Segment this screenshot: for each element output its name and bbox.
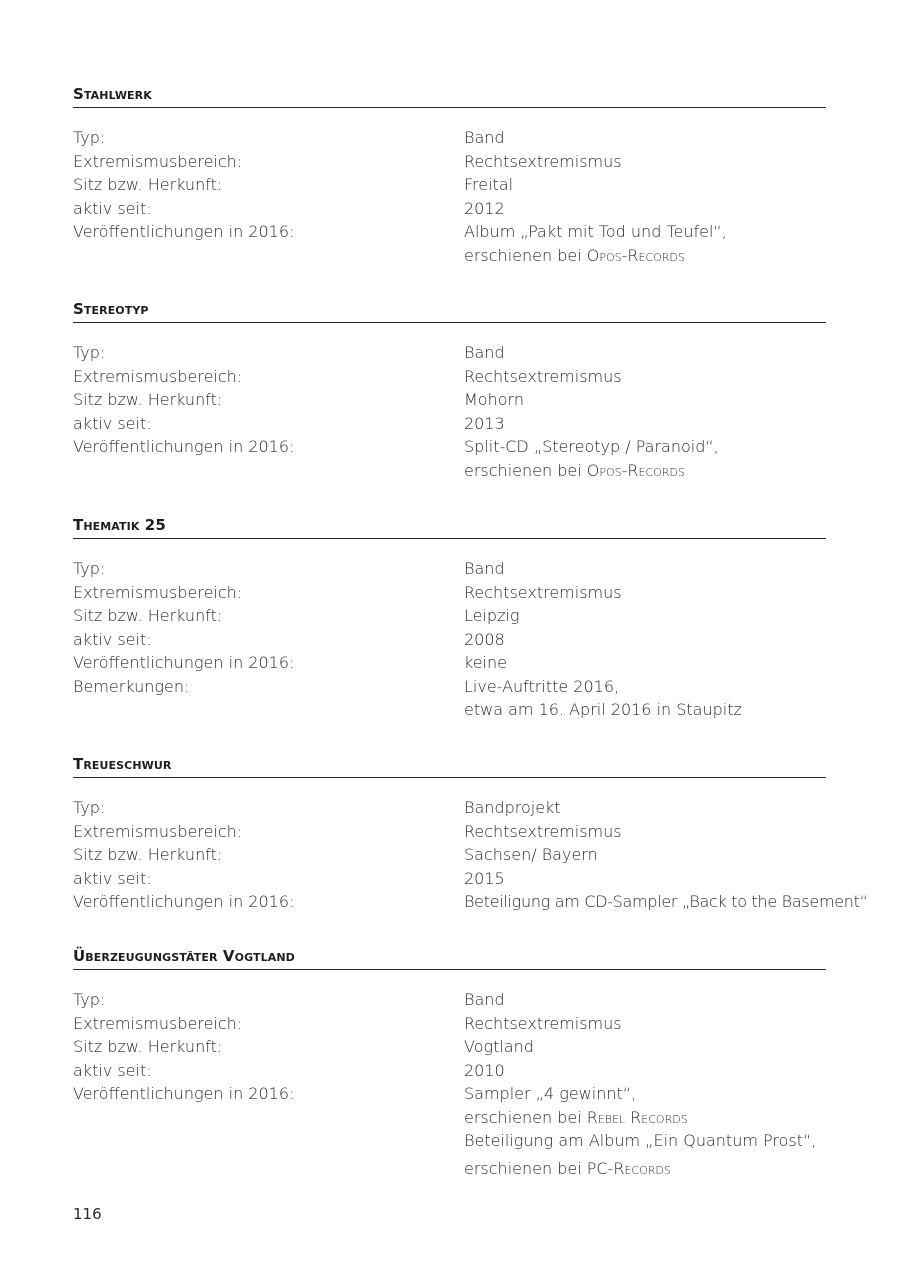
detail-row — [73, 1106, 826, 1130]
value-prefix: erschienen bei — [464, 245, 587, 265]
detail-label: aktiv seit: — [73, 868, 152, 888]
page-number: 116 — [73, 1205, 102, 1223]
detail-label: Typ: — [73, 128, 106, 147]
detail-row — [73, 1129, 826, 1153]
section-divider — [73, 969, 826, 970]
detail-label: Sitz bzw. Herkunft: — [73, 390, 223, 409]
detail-row — [73, 604, 826, 628]
detail-value — [464, 244, 826, 268]
detail-row — [73, 459, 826, 483]
detail-value: 2010 — [464, 1060, 505, 1080]
label-name: Opos-Records — [586, 245, 685, 265]
detail-value: etwa am 16. April 2016 in Staupitz — [464, 700, 742, 719]
detail-row — [73, 412, 826, 436]
detail-value: 2012 — [464, 198, 505, 218]
detail-row — [73, 675, 826, 699]
detail-label — [73, 1106, 464, 1130]
detail-row — [73, 890, 868, 914]
detail-value: Sampler „4 gewinnt“, — [464, 1084, 637, 1103]
detail-value — [464, 1106, 826, 1130]
detail-label: Sitz bzw. Herkunft: — [73, 175, 223, 194]
section-thematik-25 — [73, 515, 826, 722]
detail-label: Typ: — [73, 559, 106, 578]
detail-row — [73, 1157, 826, 1181]
detail-value: Beteiligung am Album „Ein Quantum Prost“, — [464, 1131, 817, 1150]
detail-row — [73, 581, 826, 605]
detail-label: Sitz bzw. Herkunft: — [73, 1037, 223, 1056]
detail-row — [73, 126, 826, 150]
value-prefix: erschienen bei — [464, 1158, 587, 1178]
detail-row — [73, 244, 826, 268]
detail-label — [73, 698, 464, 722]
detail-row — [73, 1012, 826, 1036]
detail-label: Extremismusbereich: — [73, 366, 243, 386]
detail-row — [73, 220, 826, 244]
section-title: Treueschwur — [73, 755, 172, 773]
detail-label: Veröffentlichungen in 2016: — [73, 437, 295, 456]
detail-label: Typ: — [73, 990, 106, 1009]
detail-label: Veröffentlichungen in 2016: — [73, 892, 295, 911]
detail-row — [73, 388, 826, 412]
detail-label: Sitz bzw. Herkunft: — [73, 845, 223, 864]
detail-value: Live-Auftritte 2016, — [464, 676, 620, 696]
detail-row — [73, 1082, 826, 1106]
detail-value: Rechtsextremismus — [464, 151, 622, 171]
detail-row — [73, 365, 826, 389]
detail-row — [73, 435, 826, 459]
detail-label: Extremismusbereich: — [73, 151, 243, 171]
label-name: Rebel Records — [586, 1107, 688, 1127]
detail-value: 2013 — [464, 413, 505, 433]
detail-value: Bandprojekt — [464, 798, 561, 817]
detail-row — [73, 341, 826, 365]
detail-value: Album „Pakt mit Tod und Teufel“, — [464, 222, 727, 241]
detail-row — [73, 173, 826, 197]
detail-label — [73, 1129, 464, 1153]
section-treueschwur — [73, 754, 868, 914]
detail-value: Rechtsextremismus — [464, 1013, 622, 1033]
detail-value: Rechtsextremismus — [464, 582, 622, 602]
detail-value: Split-CD „Stereotyp / Paranoid“, — [464, 437, 719, 456]
detail-label: Extremismusbereich: — [73, 1013, 243, 1033]
detail-row — [73, 197, 826, 221]
section-title: Überzeugungstäter Vogtland — [73, 947, 295, 965]
detail-label: Veröffentlichungen in 2016: — [73, 222, 295, 241]
detail-value: Mohorn — [464, 390, 524, 409]
detail-value: keine — [464, 653, 507, 672]
detail-label — [73, 1157, 464, 1181]
detail-label: Veröffentlichungen in 2016: — [73, 1084, 295, 1103]
detail-label — [73, 244, 464, 268]
detail-list — [73, 557, 826, 722]
detail-value: Vogtland — [464, 1037, 534, 1056]
detail-label: Typ: — [73, 798, 106, 817]
detail-value: Band — [464, 343, 505, 362]
section-title: Thematik 25 — [73, 516, 166, 534]
detail-label: aktiv seit: — [73, 413, 152, 433]
detail-row — [73, 1035, 826, 1059]
label-name: PC-Records — [586, 1158, 671, 1178]
detail-row — [73, 651, 826, 675]
detail-label: aktiv seit: — [73, 198, 152, 218]
detail-label: Extremismusbereich: — [73, 821, 243, 841]
detail-row — [73, 867, 826, 891]
section-stahlwerk — [73, 84, 826, 267]
detail-list — [73, 126, 826, 267]
detail-list — [73, 796, 868, 914]
detail-label: Sitz bzw. Herkunft: — [73, 606, 223, 625]
detail-value — [464, 1157, 826, 1181]
detail-label: Extremismusbereich: — [73, 582, 243, 602]
detail-value: Sachsen/ Bayern — [464, 845, 598, 864]
detail-label — [73, 459, 464, 483]
detail-row — [73, 698, 826, 722]
detail-row — [73, 557, 826, 581]
detail-value: Rechtsextremismus — [464, 366, 622, 386]
detail-list — [73, 988, 826, 1180]
detail-list — [73, 341, 826, 482]
detail-value: Band — [464, 128, 505, 147]
detail-value: Beteiligung am CD-Sampler „Back to the Basement“ — [464, 892, 868, 911]
detail-row — [73, 150, 826, 174]
detail-label: Typ: — [73, 343, 106, 362]
detail-label: aktiv seit: — [73, 1060, 152, 1080]
section-divider — [73, 107, 826, 108]
detail-label: Bemerkungen: — [73, 676, 190, 696]
detail-label: Veröffentlichungen in 2016: — [73, 653, 295, 672]
detail-row — [73, 988, 826, 1012]
detail-value: 2015 — [464, 868, 505, 888]
detail-value: Band — [464, 990, 505, 1009]
section-stereotyp — [73, 299, 826, 482]
section-divider — [73, 777, 826, 778]
section-title: Stahlwerk — [73, 85, 152, 103]
label-name: Opos-Records — [586, 460, 685, 480]
detail-value: Band — [464, 559, 505, 578]
detail-row — [73, 1059, 826, 1083]
detail-value: Freital — [464, 175, 514, 194]
detail-value — [464, 459, 826, 483]
detail-row — [73, 820, 826, 844]
section-ueberzeugungstaeter-vogtland — [73, 946, 826, 1180]
value-prefix: erschienen bei — [464, 460, 587, 480]
detail-row — [73, 628, 826, 652]
detail-value: Rechtsextremismus — [464, 821, 622, 841]
value-prefix: erschienen bei — [464, 1107, 587, 1127]
section-divider — [73, 538, 826, 539]
section-title: Stereotyp — [73, 300, 149, 318]
detail-row — [73, 843, 826, 867]
detail-label: aktiv seit: — [73, 629, 152, 649]
detail-value: Leipzig — [464, 606, 520, 625]
detail-row — [73, 796, 826, 820]
detail-value: 2008 — [464, 629, 505, 649]
section-divider — [73, 322, 826, 323]
